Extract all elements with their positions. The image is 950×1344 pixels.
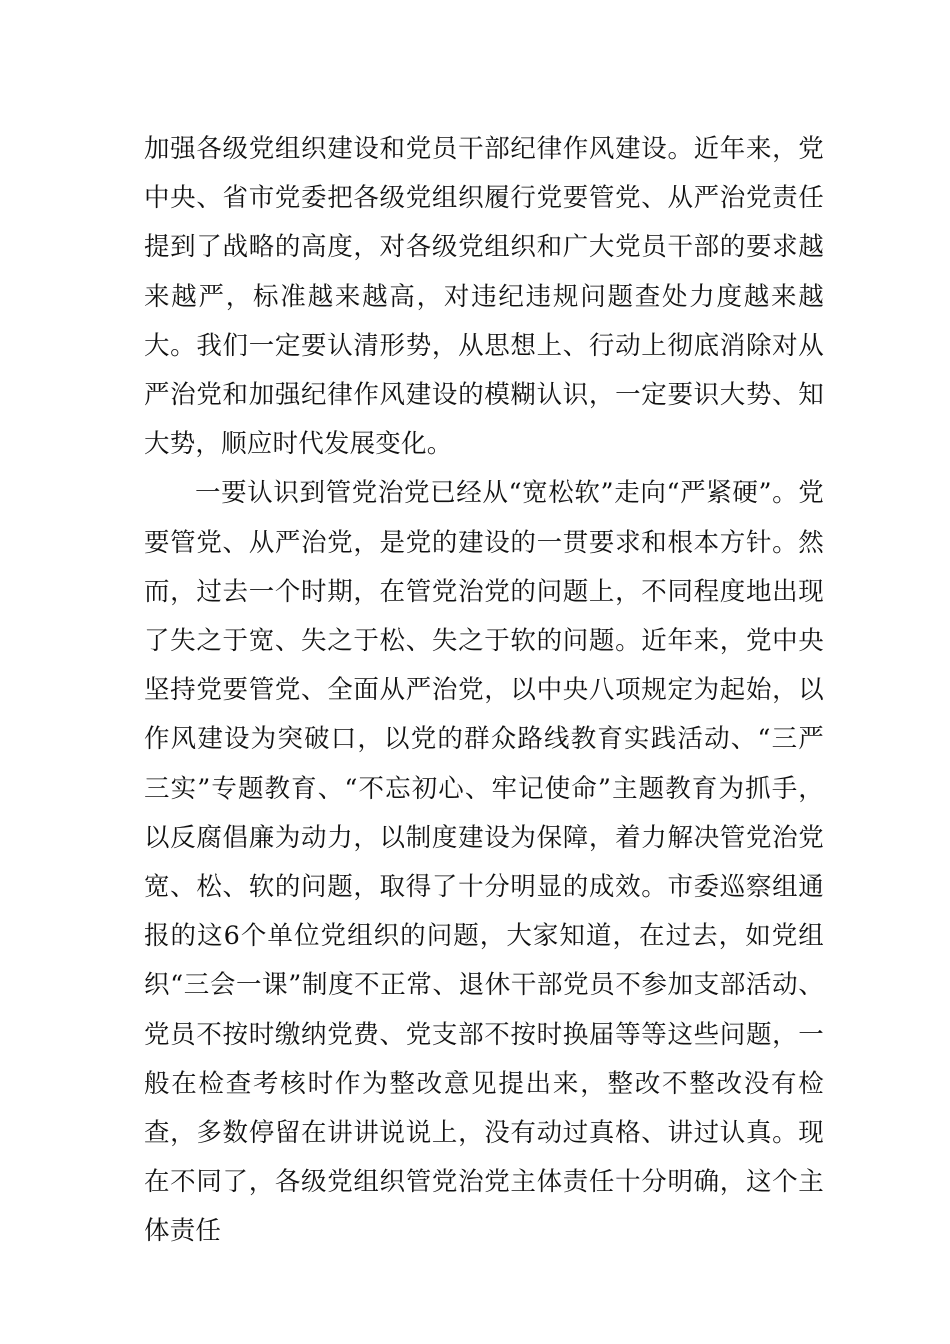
paragraph-1: 加强各级党组织建设和党员干部纪律作风建设。近年来，党中央、省市党委把各级党组织履行党要管党、从严治党责任提到了战略的高度，对各级党组织和广大党员干部的要求越来越严，标准越来越高，对违纪违规问题查处力度越来越大。我们一定要认清形势，从思想上、行动上彻底消除对从严治党和加强纪律作风建设的模糊认识，一定要识大势、知大势，顺应时代发展变化。 [144, 134, 824, 460]
paragraph-2: 一要认识到管党治党已经从“宽松软”走向“严紧硬”。党要管党、从严治党，是党的建设的一贯要求和根本方针。然而，过去一个时期，在管党治党的问题上，不同程度地出现了失之于宽、失之于松、失之于软的问题。近年来，党中央坚持党要管党、全面从严治党，以中央八项规定为起始，以作风建设为突破口，以党的群众路线教育实践活动、“三严三实”专题教育、“不忘初心、牢记使命”主题教育为抓手，以反腐倡廉为动力，以制度建设为保障，着力解决管党治党宽、松、软的问题，取得了十分明显的成效。市委巡察组通报的这6个单位党组织的问题，大家知道，在过去，如党组织“三会一课”制度不正常、退休干部党员不参加支部活动、党员不按时缴纳党费、党支部不按时换届等等这些问题，一般在检查考核时作为整改意见提出来，整改不整改没有检查，多数停留在讲讲说说上，没有动过真格、讲过认真。现在不同了，各级党组织管党治党主体责任十分明确，这个主体责任 [144, 478, 824, 1247]
document-body [144, 125, 824, 1257]
